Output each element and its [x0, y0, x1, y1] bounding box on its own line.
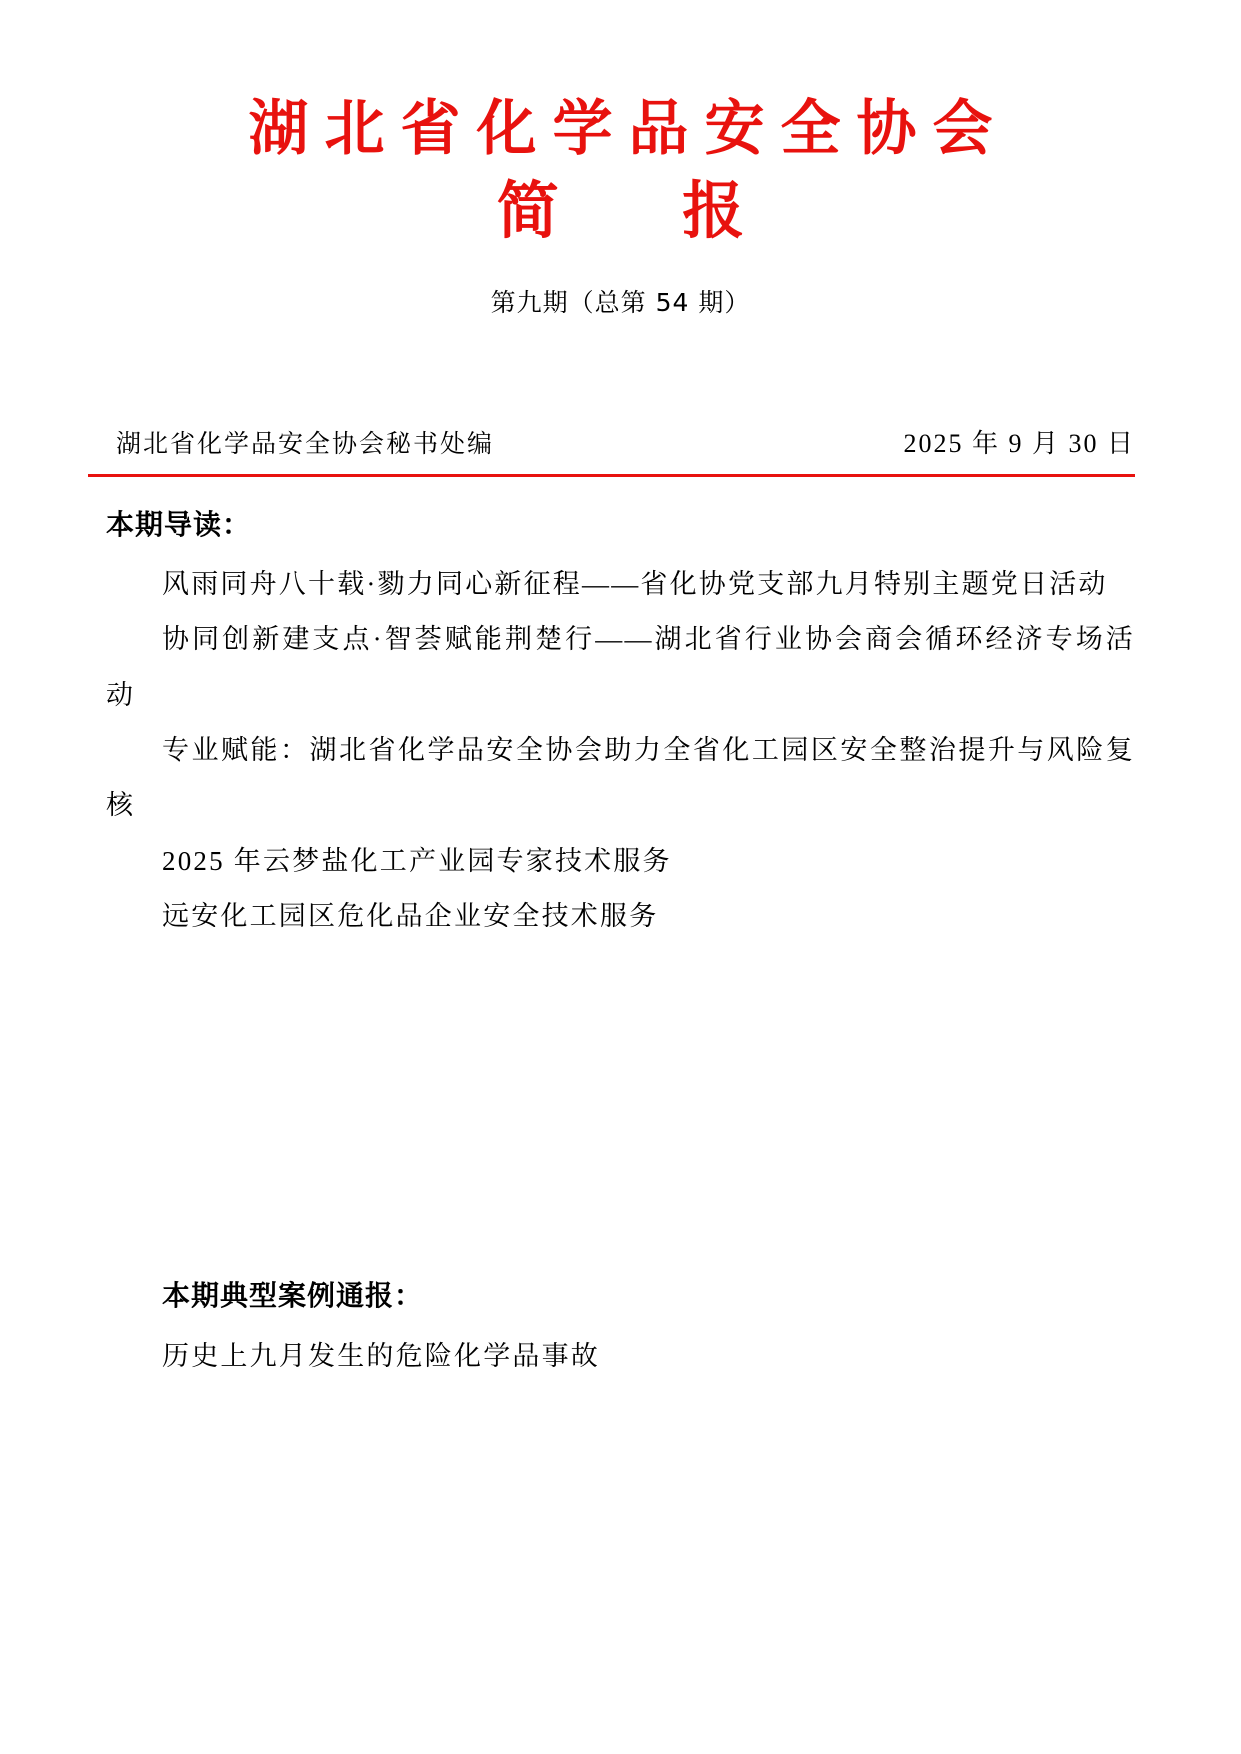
list-item: 风雨同舟八十载·勠力同心新征程——省化协党支部九月特别主题党日活动: [162, 568, 1108, 599]
body-area: [106, 503, 1135, 1381]
issue-number: 第九期（总第 54 期）: [490, 287, 751, 317]
red-divider: [88, 474, 1135, 477]
editor-line: 湖北省化学品安全协会秘书处编: [116, 430, 495, 458]
masthead-subtitle: 简 报: [496, 178, 799, 247]
toc-heading: 本期导读：: [106, 507, 252, 541]
masthead-title: 湖北省化学品安全协会: [248, 96, 1009, 162]
list-item: 协同创新建支点·智荟赋能荆楚行——湖北省行业协会商会循环经济专场活动: [106, 624, 1135, 710]
list-item: 远安化工园区危化品企业安全技术服务: [162, 900, 659, 931]
masthead: [0, 0, 1241, 319]
toc-list: [106, 557, 1135, 944]
publish-date: 2025 年 9 月 30 日: [903, 428, 1135, 458]
case-list-item: 历史上九月发生的危险化学品事故: [162, 1341, 600, 1372]
case-heading: 本期典型案例通报：: [162, 1279, 424, 1313]
meta-row: [116, 423, 1135, 460]
list-item: 2025 年云梦盐化工产业园专家技术服务: [162, 845, 672, 876]
list-item: 专业赋能：湖北省化学品安全协会助力全省化工园区安全整治提升与风险复核: [106, 734, 1135, 821]
